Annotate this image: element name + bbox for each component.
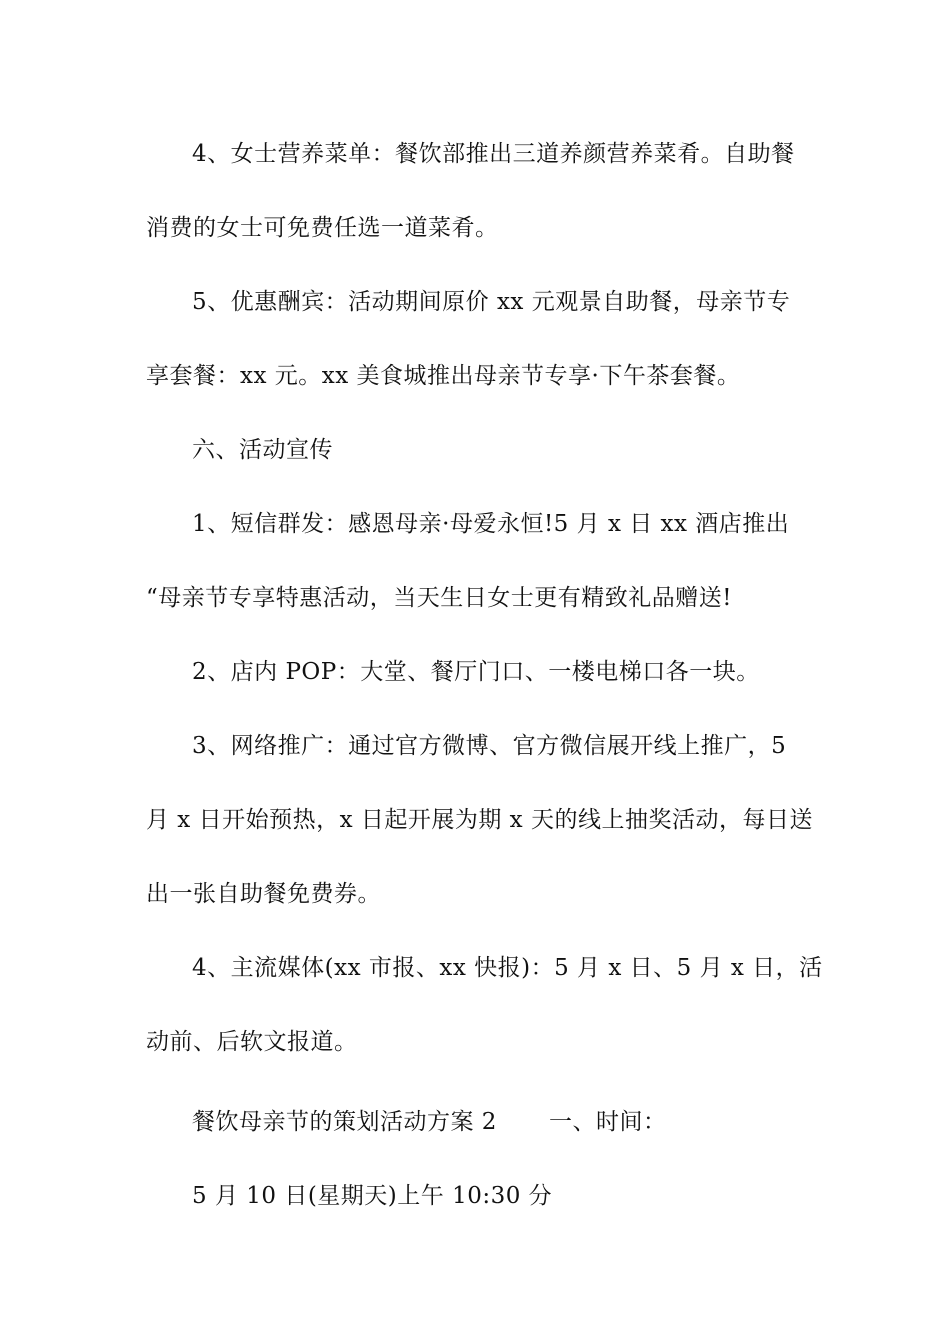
paragraph-line: 动前、后软文报道。 xyxy=(146,1029,358,1055)
paragraph-line: “母亲节专享特惠活动，当天生日女士更有精致礼品赠送! xyxy=(146,585,733,611)
plan-title-line xyxy=(192,1106,854,1138)
paragraph-line: 1、短信群发：感恩母亲·母爱永恒!5 月 x 日 xx 酒店推出 xyxy=(192,511,790,537)
plan-title: 餐饮母亲节的策划活动方案 2 xyxy=(192,1109,497,1135)
time-value: 5 月 10 日(星期天)上午 10:30 分 xyxy=(192,1183,553,1209)
paragraph-line: 月 x 日开始预热，x 日起开展为期 x 天的线上抽奖活动，每日送 xyxy=(146,807,813,833)
paragraph-line: 消费的女士可免费任选一道菜肴。 xyxy=(146,215,499,241)
paragraph-line: 4、女士营养菜单：餐饮部推出三道养颜营养菜肴。自助餐 xyxy=(192,141,795,167)
section-heading: 六、活动宣传 xyxy=(192,437,333,463)
paragraph-line: 4、主流媒体(xx 市报、xx 快报)：5 月 x 日、5 月 x 日，活 xyxy=(192,955,823,981)
paragraph-line: 3、网络推广：通过官方微博、官方微信展开线上推广，5 xyxy=(192,733,787,759)
paragraph-line: 5、优惠酬宾：活动期间原价 xx 元观景自助餐，母亲节专 xyxy=(192,289,791,315)
section-heading-time: 一、时间： xyxy=(548,1109,667,1135)
paragraph-line: 出一张自助餐免费券。 xyxy=(146,881,381,907)
paragraph-line: 享套餐：xx 元。xx 美食城推出母亲节专享·下午茶套餐。 xyxy=(146,363,741,389)
paragraph-line: 2、店内 POP：大堂、餐厅门口、一楼电梯口各一块。 xyxy=(192,659,760,685)
